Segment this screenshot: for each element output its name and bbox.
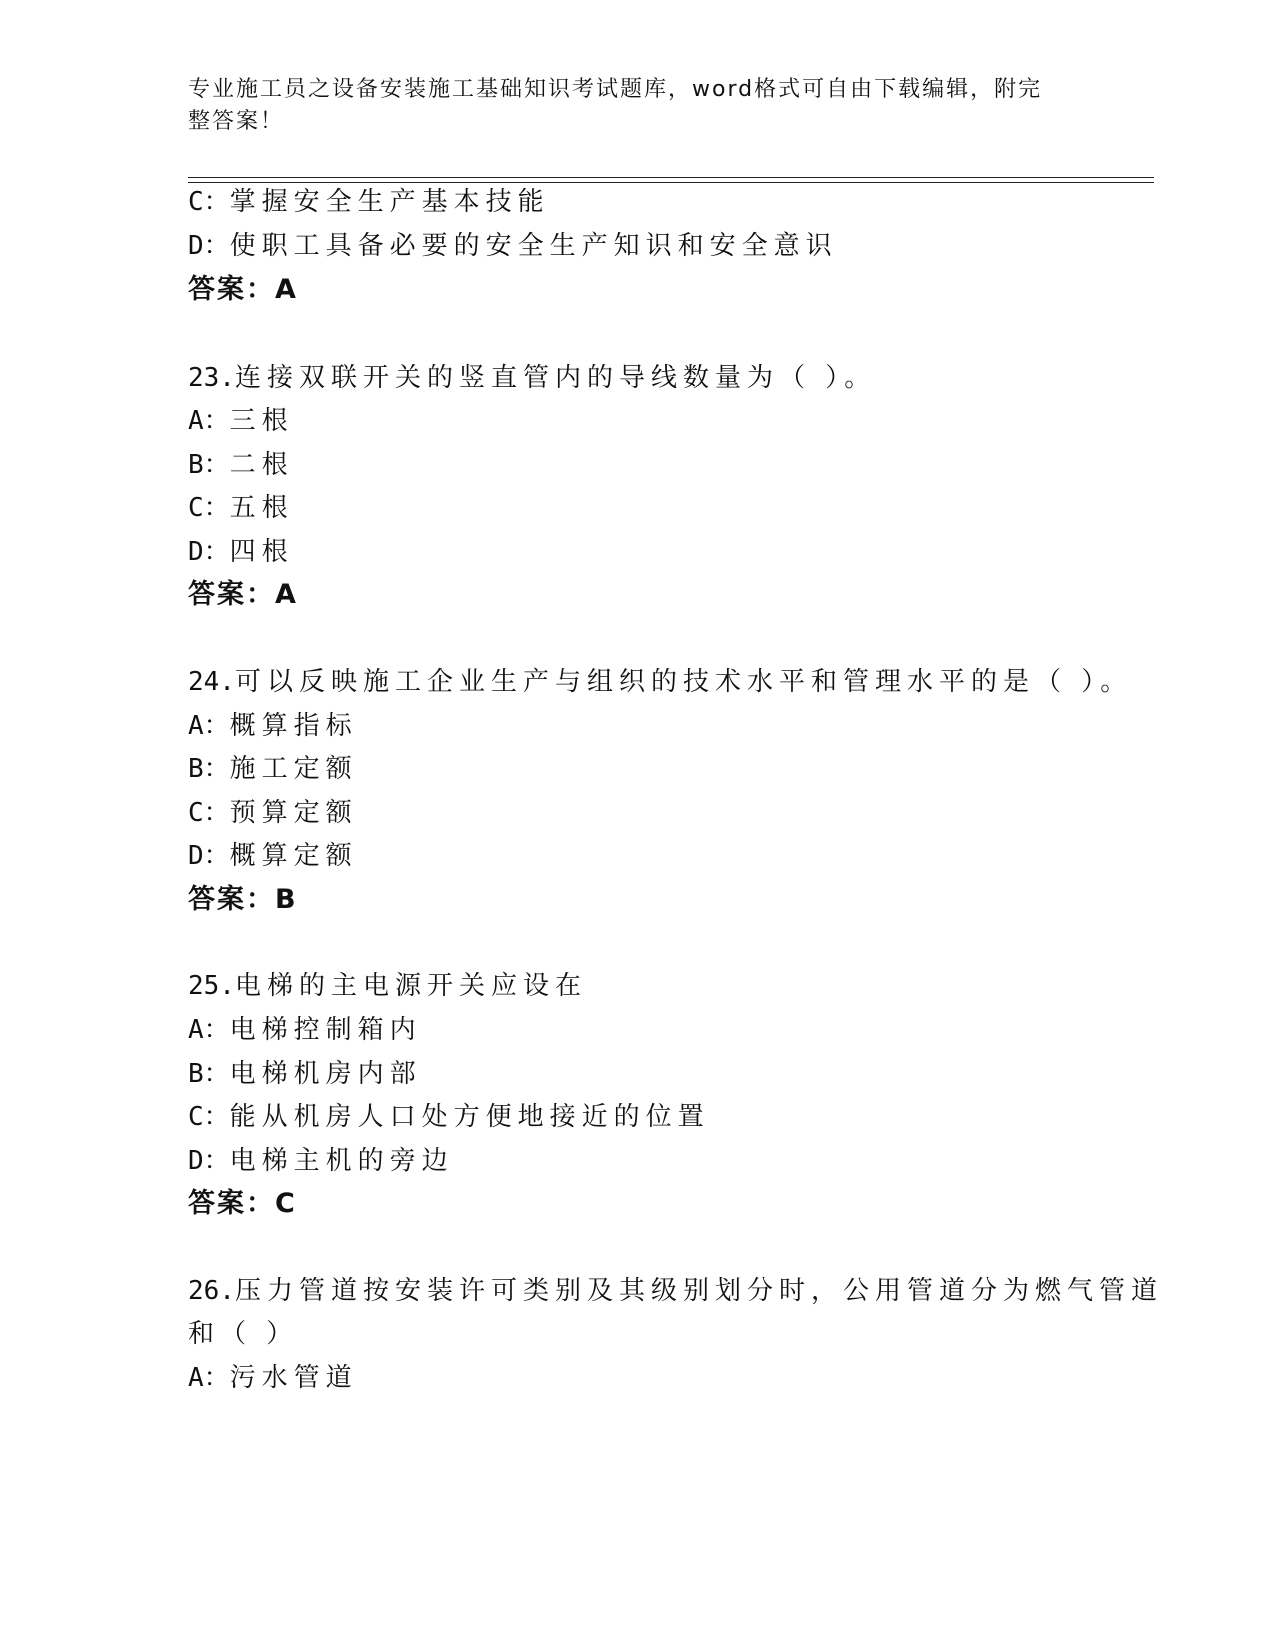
question-number: 23. <box>188 363 235 393</box>
option-text: 电梯主机的旁边 <box>229 1146 454 1176</box>
q23-option-d <box>188 536 294 568</box>
option-text: 能从机房人口处方便地接近的位置 <box>229 1102 710 1132</box>
option-key: C： <box>188 798 230 828</box>
header-divider-bottom <box>188 182 1154 183</box>
option-key: B： <box>188 754 230 784</box>
question-25 <box>188 970 587 1002</box>
option-key: A： <box>188 1015 230 1045</box>
question-text: 连接双联开关的竖直管内的导线数量为（ ）。 <box>234 363 877 393</box>
question-text: 电梯的主电源开关应设在 <box>234 971 587 1001</box>
question-text: 压力管道按安装许可类别及其级别划分时，公用管道分为燃气管道 <box>234 1276 1163 1306</box>
q25-answer: 答案：C <box>188 1188 297 1219</box>
q25-option-d <box>188 1145 454 1177</box>
question-26-continued: 和（ ） <box>188 1319 299 1349</box>
carryover-option-d <box>188 230 838 262</box>
option-text: 三根 <box>229 406 294 436</box>
header-line-1: 专业施工员之设备安装施工基础知识考试题库，word格式可自由下载编辑，附完 <box>188 77 1043 102</box>
option-text: 掌握安全生产基本技能 <box>229 187 550 217</box>
document-header <box>188 74 1088 138</box>
q24-option-c <box>188 797 358 829</box>
option-key: D： <box>188 537 230 567</box>
q25-option-a <box>188 1014 422 1046</box>
q23-option-b <box>188 449 294 481</box>
q25-option-c <box>188 1101 710 1133</box>
q23-option-a <box>188 405 294 437</box>
header-line-2: 整答案！ <box>188 109 285 134</box>
option-key: A： <box>188 711 230 741</box>
option-text: 概算指标 <box>229 711 358 741</box>
option-key: B： <box>188 1059 230 1089</box>
q26-option-a <box>188 1362 358 1394</box>
question-number: 26. <box>188 1276 235 1306</box>
option-key: D： <box>188 231 230 261</box>
option-key: C： <box>188 1102 230 1132</box>
option-key: C： <box>188 187 230 217</box>
q24-answer: 答案：B <box>188 884 298 915</box>
option-key: A： <box>188 1363 230 1393</box>
option-text: 预算定额 <box>229 798 358 828</box>
header-divider-top <box>188 177 1154 178</box>
carryover-answer: 答案：A <box>188 274 298 305</box>
q25-option-b <box>188 1058 422 1090</box>
option-text: 五根 <box>229 493 294 523</box>
q23-option-c <box>188 492 294 524</box>
carryover-option-c <box>188 186 550 218</box>
question-text: 可以反映施工企业生产与组织的技术水平和管理水平的是（ ）。 <box>234 667 1133 697</box>
option-text: 使职工具备必要的安全生产知识和安全意识 <box>229 231 838 261</box>
question-24 <box>188 666 1132 698</box>
option-text: 污水管道 <box>229 1363 358 1393</box>
option-text: 施工定额 <box>229 754 358 784</box>
question-number: 24. <box>188 667 235 697</box>
question-number: 25. <box>188 971 235 1001</box>
option-text: 概算定额 <box>229 841 358 871</box>
option-key: B： <box>188 450 230 480</box>
q24-option-d <box>188 840 358 872</box>
option-key: D： <box>188 841 230 871</box>
option-key: A： <box>188 406 230 436</box>
q24-option-a <box>188 710 358 742</box>
q23-answer: 答案：A <box>188 579 298 610</box>
question-26 <box>188 1275 1163 1307</box>
question-23 <box>188 362 876 394</box>
option-text: 电梯机房内部 <box>229 1059 422 1089</box>
option-text: 电梯控制箱内 <box>229 1015 422 1045</box>
option-key: C： <box>188 493 230 523</box>
option-key: D： <box>188 1146 230 1176</box>
option-text: 二根 <box>229 450 294 480</box>
option-text: 四根 <box>229 537 294 567</box>
q24-option-b <box>188 753 358 785</box>
